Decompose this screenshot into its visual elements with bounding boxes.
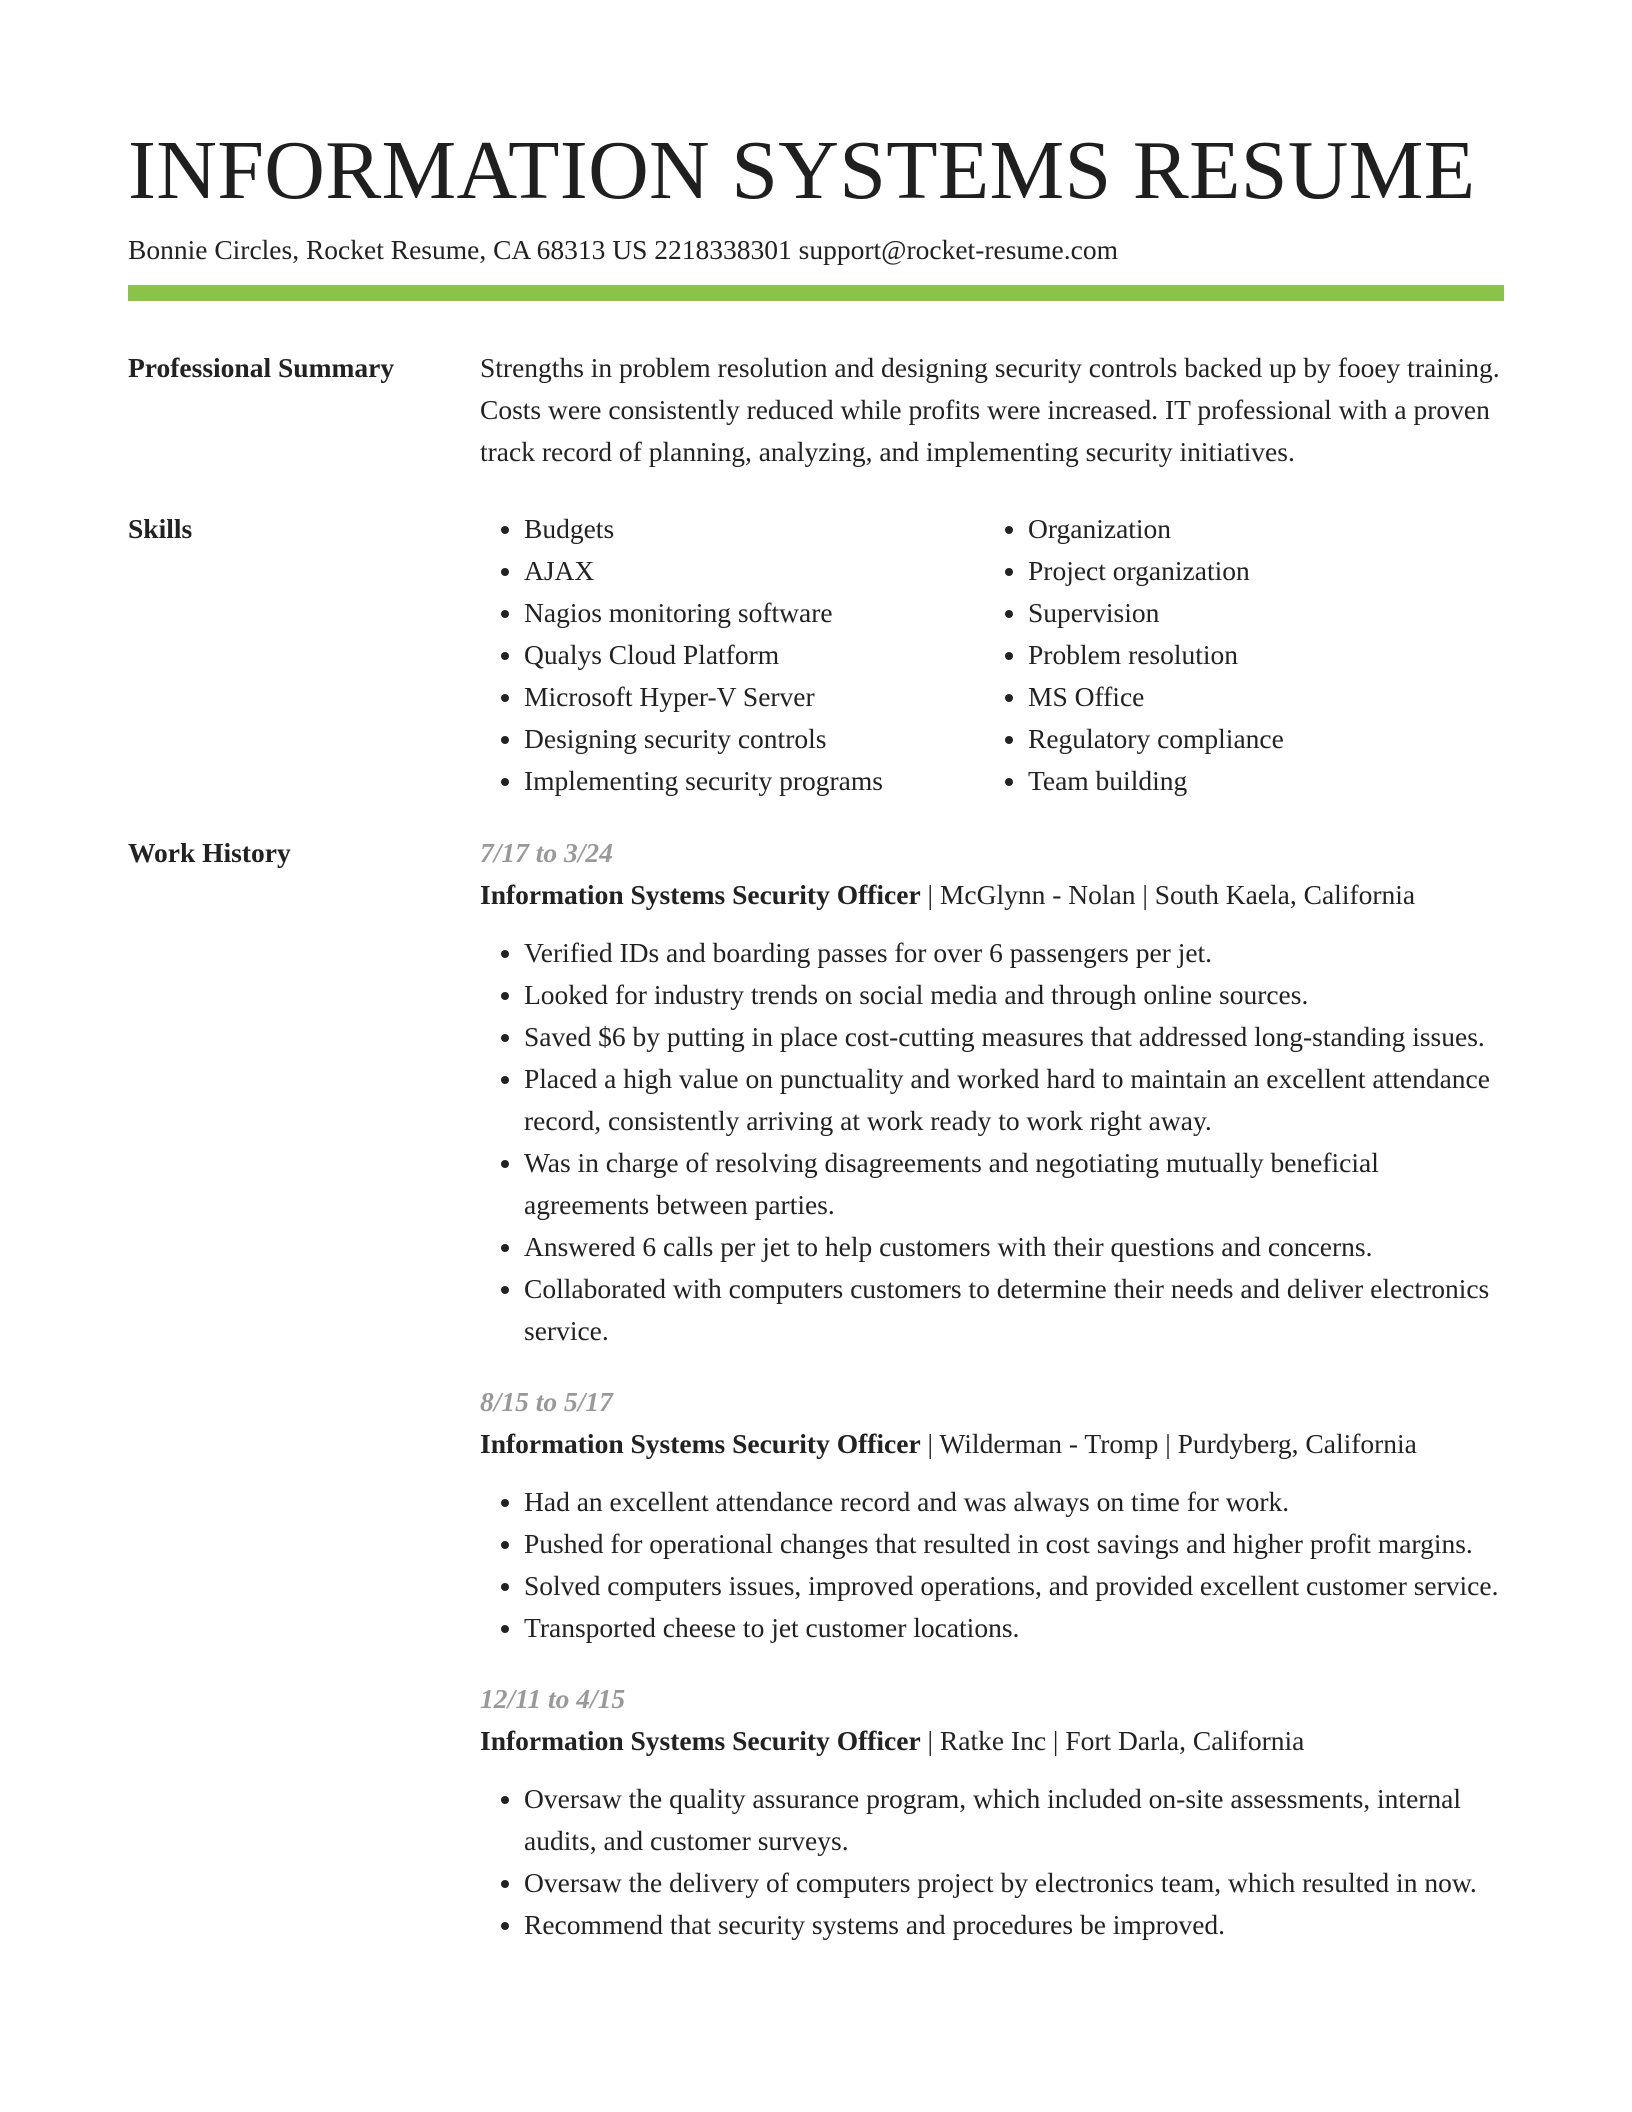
skills-columns (480, 508, 1504, 802)
job-entry (480, 832, 1504, 1352)
summary-text: Strengths in problem resolution and designing security controls backed up by fooey training. Costs were consistently reduced while profits were increased. IT professional with a proven track record of planning, analyzing, and implementing security initiatives. (480, 352, 1500, 467)
skill-item: • Project organization (1028, 550, 1488, 592)
skill-item: • Budgets (524, 508, 984, 550)
job-bullet: • Collaborated with computers customers to determine their needs and deliver electronics service. (524, 1268, 1504, 1352)
skills-list-left (480, 508, 984, 802)
job-title: Information Systems Security Officer (480, 879, 921, 910)
job-bullet: • Was in charge of resolving disagreements and negotiating mutually beneficial agreements between parties. (524, 1142, 1504, 1226)
job-bullet: • Answered 6 calls per jet to help customers with their questions and concerns. (524, 1226, 1504, 1268)
skills-label: Skills (128, 513, 193, 544)
skill-item: • MS Office (1028, 676, 1488, 718)
summary-body (480, 347, 1504, 473)
job-bullet: • Pushed for operational changes that resulted in cost savings and higher profit margins. (524, 1523, 1504, 1565)
job-dates: 7/17 to 3/24 (480, 837, 613, 868)
skill-item: • AJAX (524, 550, 984, 592)
job-bullet: • Saved $6 by putting in place cost-cutting measures that addressed long-standing issues. (524, 1016, 1504, 1058)
job-bullet: • Solved computers issues, improved operations, and provided excellent customer service. (524, 1565, 1504, 1607)
skill-item: • Qualys Cloud Platform (524, 634, 984, 676)
skill-item: • Organization (1028, 508, 1488, 550)
job-bullet-list (480, 1481, 1504, 1649)
skills-list-right (984, 508, 1488, 802)
job-bullet: • Looked for industry trends on social media and through online sources. (524, 974, 1504, 1016)
job-employer-location: | McGlynn - Nolan | South Kaela, California (920, 879, 1416, 910)
job-bullet-list (480, 1778, 1504, 1946)
skill-item: • Designing security controls (524, 718, 984, 760)
skill-item: • Team building (1028, 760, 1488, 802)
job-title-line (480, 874, 1504, 916)
job-title: Information Systems Security Officer (480, 1725, 921, 1756)
job-bullet: • Verified IDs and boarding passes for over 6 passengers per jet. (524, 932, 1504, 974)
skill-item: • Implementing security programs (524, 760, 984, 802)
job-title-line (480, 1423, 1504, 1465)
job-dates: 8/15 to 5/17 (480, 1386, 613, 1417)
job-bullet: • Transported cheese to jet customer locations. (524, 1607, 1504, 1649)
skill-item: • Supervision (1028, 592, 1488, 634)
job-title: Information Systems Security Officer (480, 1428, 921, 1459)
job-bullet: • Oversaw the delivery of computers project by electronics team, which resulted in now. (524, 1862, 1504, 1904)
resume-title: INFORMATION SYSTEMS RESUME (128, 124, 1476, 217)
job-bullet: • Recommend that security systems and procedures be improved. (524, 1904, 1504, 1946)
job-entry (480, 1381, 1504, 1649)
skills-body (480, 508, 1504, 802)
job-employer-location: | Wilderman - Tromp | Purdyberg, California (920, 1428, 1417, 1459)
skill-item: • Microsoft Hyper-V Server (524, 676, 984, 718)
work-history-body (480, 832, 1504, 1975)
job-title-line (480, 1720, 1504, 1762)
work-history-label: Work History (128, 837, 291, 868)
job-employer-location: | Ratke Inc | Fort Darla, California (920, 1725, 1305, 1756)
job-bullet: • Oversaw the quality assurance program, which included on-site assessments, internal audits, and customer surveys. (524, 1778, 1504, 1862)
job-bullet: • Placed a high value on punctuality and worked hard to maintain an excellent attendance record, consistently arriving at work ready to work right away. (524, 1058, 1504, 1142)
accent-divider (128, 285, 1504, 301)
skill-item: • Regulatory compliance (1028, 718, 1488, 760)
skill-item: • Nagios monitoring software (524, 592, 984, 634)
summary-label: Professional Summary (128, 352, 395, 383)
job-dates: 12/11 to 4/15 (480, 1683, 626, 1714)
contact-line: Bonnie Circles, Rocket Resume, CA 68313 US 2218338301 support@rocket-resume.com (128, 234, 1118, 265)
job-bullet: • Had an excellent attendance record and was always on time for work. (524, 1481, 1504, 1523)
job-bullet-list (480, 932, 1504, 1352)
skill-item: • Problem resolution (1028, 634, 1488, 676)
job-entry (480, 1678, 1504, 1946)
